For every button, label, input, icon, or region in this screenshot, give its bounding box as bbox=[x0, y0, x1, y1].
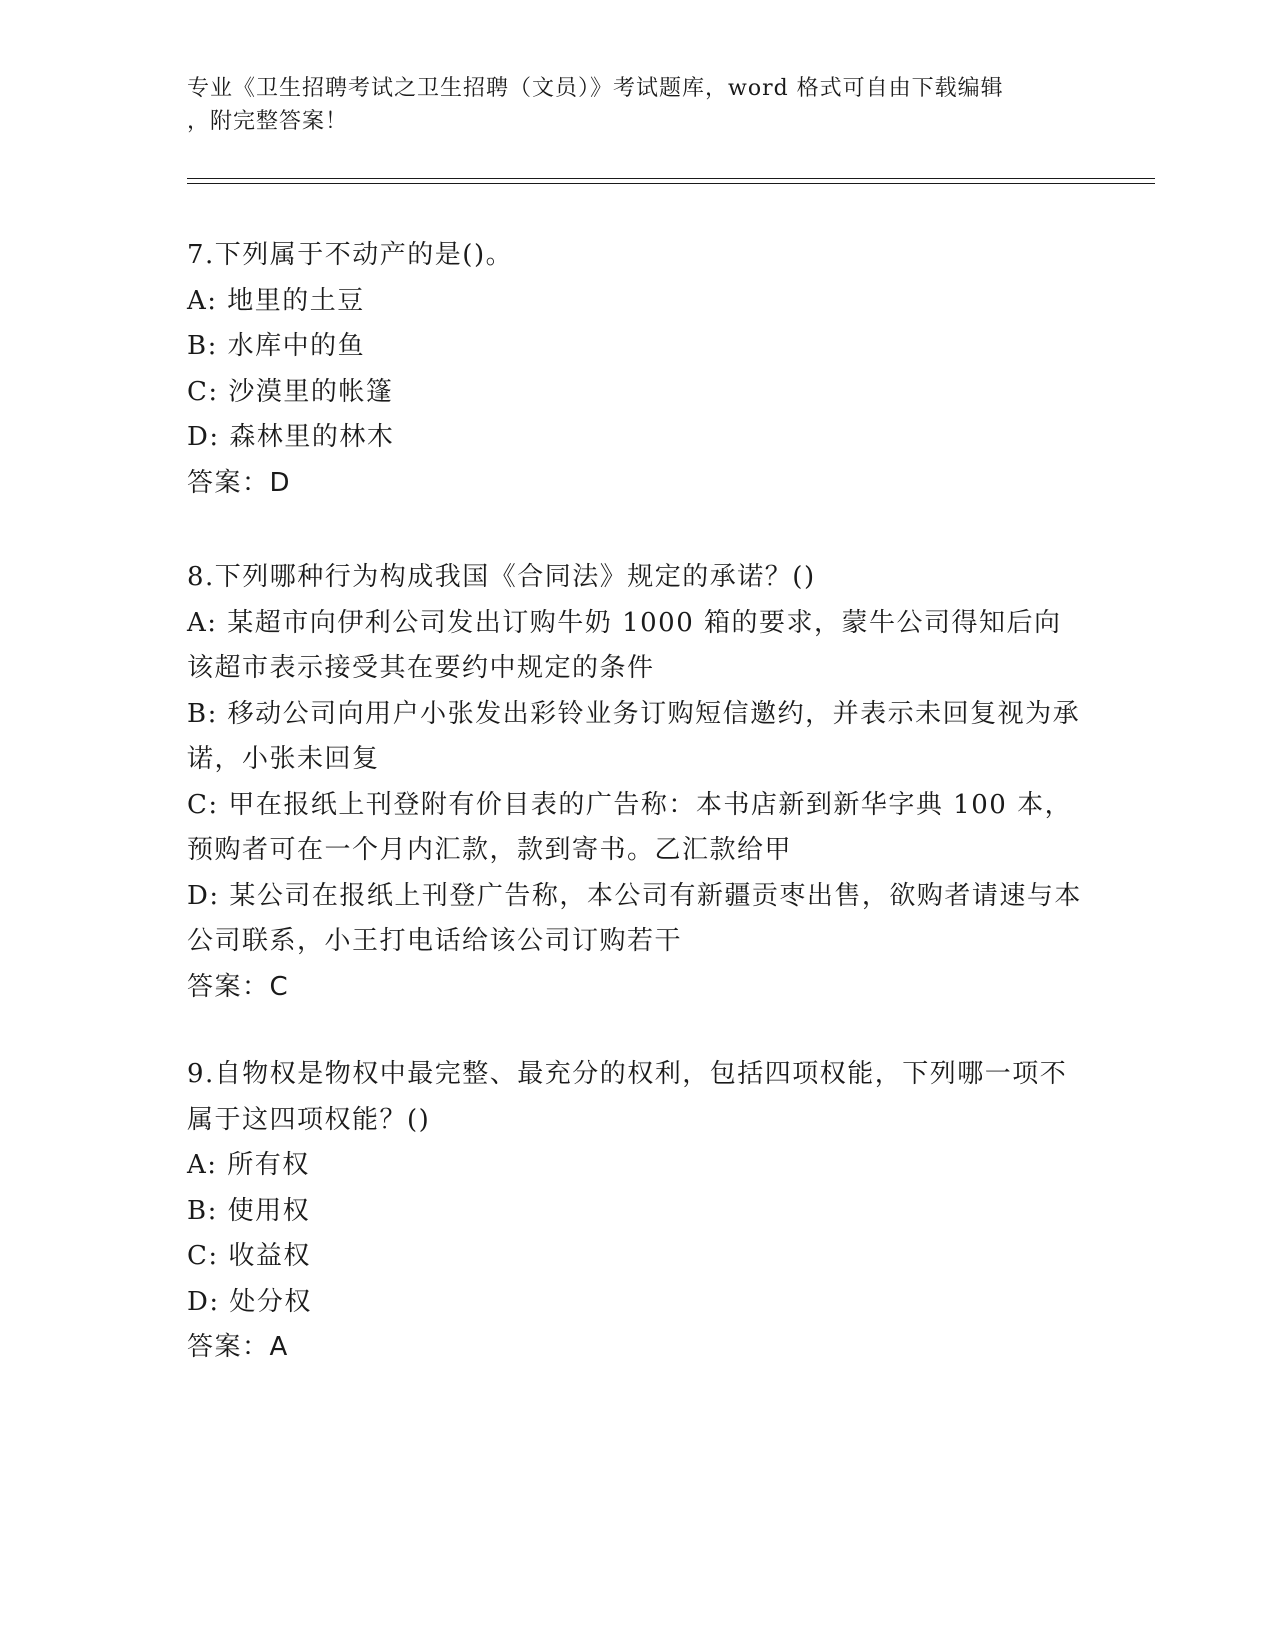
option-d: D: 某公司在报纸上刊登广告称，本公司有新疆贡枣出售，欲购者请速与本公司联系，小王打电话给该公司订购若干 bbox=[187, 880, 1082, 956]
option-c: C: 收益权 bbox=[187, 1241, 311, 1271]
option-a: A: 地里的土豆 bbox=[187, 285, 365, 316]
option-b: B: 移动公司向用户小张发出彩铃业务订购短信邀约，并表示未回复视为承诺，小张未回复 bbox=[187, 698, 1081, 774]
header-divider-bottom bbox=[187, 183, 1155, 184]
option-b: B: 使用权 bbox=[187, 1195, 311, 1226]
question-9 bbox=[187, 1052, 1087, 1371]
option-b: B: 水库中的鱼 bbox=[187, 331, 366, 361]
question-stem: 9.自物权是物权中最完整、最充分的权利，包括四项权能，下列哪一项不属于这四项权能？() bbox=[187, 1059, 1068, 1135]
option-a: A: 所有权 bbox=[187, 1150, 310, 1180]
header-divider-top bbox=[187, 178, 1155, 179]
option-d: D: 处分权 bbox=[187, 1286, 312, 1317]
answer: 答案：D bbox=[187, 467, 292, 498]
question-stem: 7.下列属于不动产的是()。 bbox=[187, 240, 514, 270]
option-d: D: 森林里的林木 bbox=[187, 422, 395, 452]
option-c: C: 甲在报纸上刊登附有价目表的广告称：本书店新到新华字典 100 本，预购者可在一个月内汇款，款到寄书。乙汇款给甲 bbox=[187, 789, 1073, 865]
question-8 bbox=[187, 555, 1087, 1010]
option-a: A: 某超市向伊利公司发出订购牛奶 1000 箱的要求，蒙牛公司得知后向该超市表示接受其在要约中规定的条件 bbox=[187, 607, 1062, 683]
answer: 答案：A bbox=[187, 1332, 289, 1362]
answer: 答案：C bbox=[187, 971, 290, 1002]
option-c: C: 沙漠里的帐篷 bbox=[187, 376, 394, 407]
document-header: 专业《卫生招聘考试之卫生招聘（文员）》考试题库，word 格式可自由下载编辑 ，附完整答案！ bbox=[187, 76, 1004, 134]
question-7 bbox=[187, 233, 1087, 506]
question-stem: 8.下列哪种行为构成我国《合同法》规定的承诺？() bbox=[187, 562, 816, 592]
